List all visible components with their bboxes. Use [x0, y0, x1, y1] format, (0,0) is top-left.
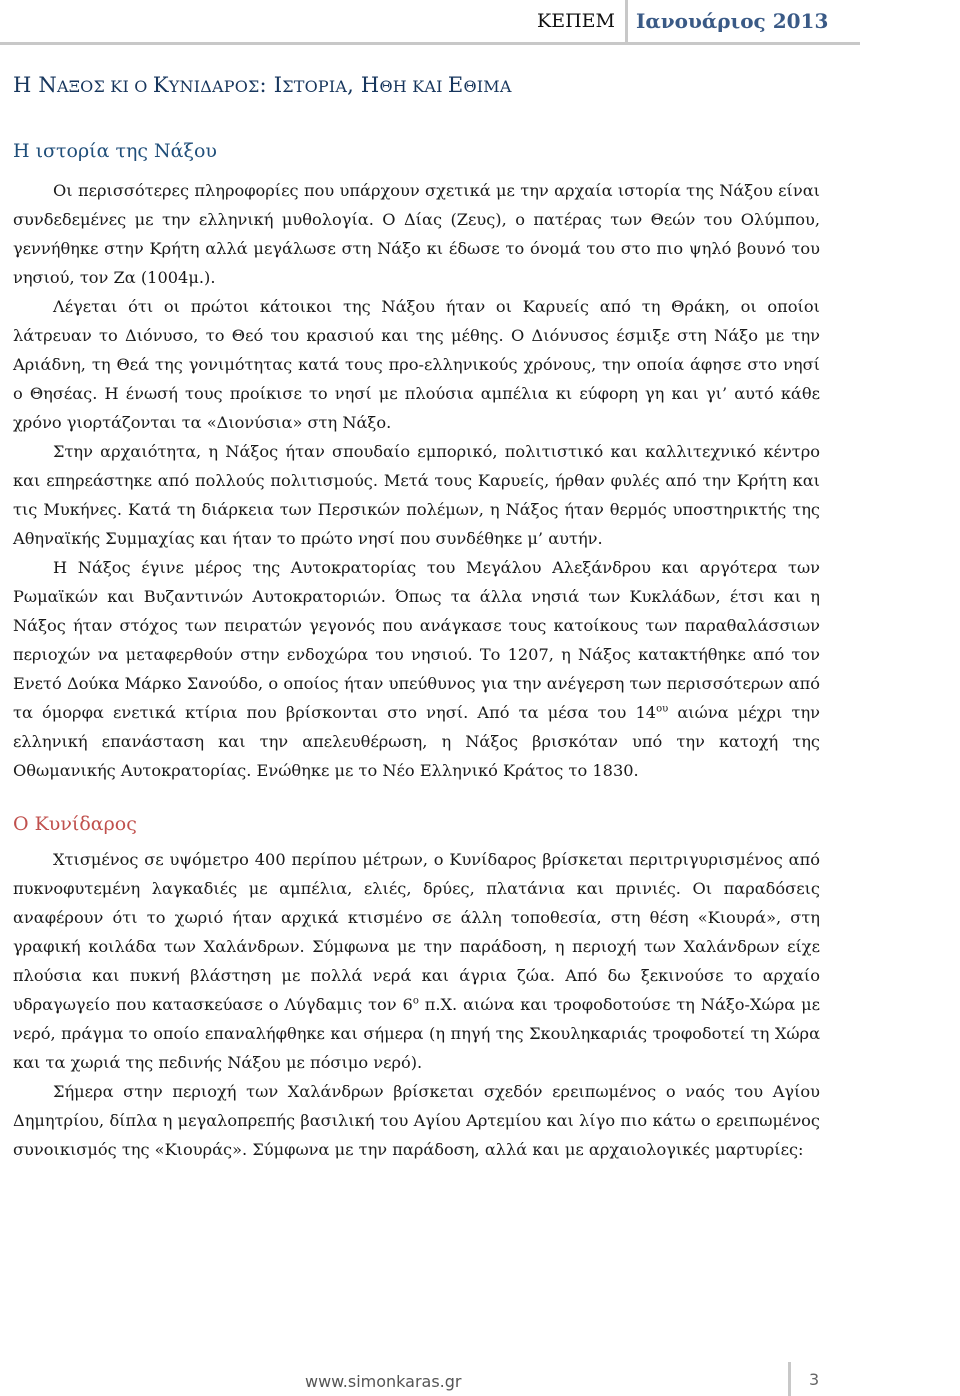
page-header [0, 0, 960, 44]
section-heading-history: Η ιστορία της Νάξου [13, 140, 217, 162]
paragraph: Στην αρχαιότητα, η Νάξος ήταν σπουδαίο εμπορικό, πολιτιστικό και καλλιτεχνικό κέντρο και επηρεάστηκε από πολλούς πολιτισμούς. Μετά τους Καρυείς, ήρθαν φυλές από την Κρήτη και τις Μυκήνες. Κατά τη διάρκεια των Περσικών πολέμων, η Νάξος ήταν θερμός υποστηρικτής της Αθηναϊκής Συμμαχίας και ήταν το πρώτο νησί που συνδέθηκε μ’ αυτήν. [13, 442, 820, 548]
title-part: ΥΝΙΔΑΡΟΣ [168, 77, 260, 96]
header-date: Ιανουάριος 2013 [636, 9, 829, 33]
paragraph: Οι περισσότερες πληροφορίες που υπάρχουν σχετικά με την αρχαία ιστορία της Νάξου είναι συνδεδεμένες με την ελληνική μυθολογία. Ο Δίας (Ζευς), ο πατέρας των Θεών του Ολύμπου, γεννήθηκε στην Κρήτη αλλά μεγάλωσε στη Νάξο κι έδωσε το όνομά του στο πιο ψηλό βουνό του νησιού, τον Ζα (1004μ.). [13, 181, 820, 287]
title-part: ΘΙΜΑ [463, 77, 512, 96]
page-number: 3 [809, 1370, 820, 1389]
paragraph: Σήμερα στην περιοχή των Χαλάνδρων βρίσκεται σχεδόν ερειπωμένος ο ναός του Αγίου Δημητρίου, δίπλα η μεγαλοπρεπής βασιλική του Αγίου Αρτεμίου και λίγο πιο κάτω ο ερειπωμένος συνοικισμός της «Κιουράς». Σύμφωνα με την παράδοση, αλλά και με αρχαιολογικές μαρτυρίες: [13, 1082, 820, 1159]
paragraph: Λέγεται ότι οι πρώτοι κάτοικοι της Νάξου ήταν οι Καρυείς από τη Θράκη, οι οποίοι λάτρευαν το Διόνυσο, το Θεό του κρασιού και της μέθης. Ο Διόνυσος έσμιξε στη Νάξο με την Αριάδνη, τη Θεά της γονιμότητας κατά τους προ-ελληνικούς χρόνους, την οποία άφησε στο νησί ο Θησέας. Η ένωσή τους προίκισε το νησί με πλούσια αμπέλια κι εύφορη γη και γι’ αυτό κάθε χρόνο γιορτάζονται τα «Διονύσια» στη Νάξο. [13, 297, 820, 432]
title-part: Η Ν [13, 73, 57, 97]
paragraph [13, 845, 820, 1077]
paragraph [13, 553, 820, 785]
document-body [13, 140, 820, 1164]
paragraph-text: αιώνα μέχρι την ελληνική επανάσταση και την απελευθέρωση, η Νάξος βρισκόταν υπό την κατοχή της Οθωμανικής Αυτοκρατορίας. Ενώθηκε με το Νέο Ελληνικό Κράτος το 1830. [13, 703, 821, 780]
header-rule [0, 42, 860, 45]
footer-divider [788, 1362, 791, 1396]
section-heading-kynidaros: Ο Κυνίδαρος [13, 813, 137, 835]
header-org: ΚΕΠΕΜ [537, 10, 615, 32]
title-part: Ε [447, 73, 464, 97]
paragraph-text: π.Χ. αιώνα και τροφοδοτούσε τη Νάξο-Χώρα με νερό, πράγμα το οποίο επαναλήφθηκε και σήμερα (η πηγή της Σκουληκαριάς τροφοδοτεί τη Χώρα και τα χωριά της πεδινής Νάξου με πόσιμο νερό). [13, 995, 820, 1072]
title-part: ΣΤΟΡΙΑ [282, 77, 348, 96]
title-part: Ι [273, 73, 283, 97]
title-part: Η [360, 73, 380, 97]
header-divider [625, 0, 628, 42]
superscript: ο [412, 995, 419, 1007]
paragraph-text: Η Νάξος έγινε μέρος της Αυτοκρατορίας του Μεγάλου Αλεξάνδρου και αργότερα των Ρωμαϊκών και Βυζαντινών Αυτοκρατοριών. Όπως τα άλλα νησιά των Κυκλάδων, έτσι και η Νάξος ήταν στόχος των πειρατών γεγονός που ανάγκασε τους κατοίκους των παραθαλάσσιων περιοχών να μεταφερθούν στην ενδοχώρα του νησιού. Το 1207, η Νάξος κατακτήθηκε από τον Ενετό Δούκα Μάρκο Σανούδο, ο οποίος ήταν υπεύθυνος για την ανέγερση των περισσότερων από τα όμορφα ενετικά κτίρια που βρίσκονται στο νησί. Από τα μέσα του 14 [13, 558, 820, 722]
footer-url: www.simonkaras.gr [305, 1372, 462, 1391]
title-part: : [259, 73, 274, 97]
paragraph-text: Χτισμένος σε υψόμετρο 400 περίπου μέτρων, ο Κυνίδαρος βρίσκεται περιτριγυρισμένος από πυκνοφυτεμένη λαγκαδιές με αμπέλια, ελιές, δρύες, πλατάνια και πρινιές. Οι παραδόσεις αναφέρουν ότι το χωριό ήταν αρχικά κτισμένο σε άλλη τοποθεσία, στη θέση «Κιουρά», στη γραφική κοιλάδα των Χαλάνδρων. Σύμφωνα με την παράδοση, η περιοχή των Χαλάνδρων είχε πλούσια και πυκνή βλάστηση με πολλά νερά και άγρια ζώα. Από δω ξεκινούσε το αρχαίο υδραγωγείο που κατασκεύασε ο Λύγδαμις τον 6 [13, 850, 820, 1014]
title-part: , [347, 73, 361, 97]
title-part: ΑΞΟΣ ΚΙ Ο [56, 77, 153, 96]
document-title [13, 73, 512, 97]
superscript: ου [656, 703, 669, 715]
title-part: ΘΗ ΚΑΙ [379, 77, 448, 96]
title-part: Κ [152, 73, 169, 97]
